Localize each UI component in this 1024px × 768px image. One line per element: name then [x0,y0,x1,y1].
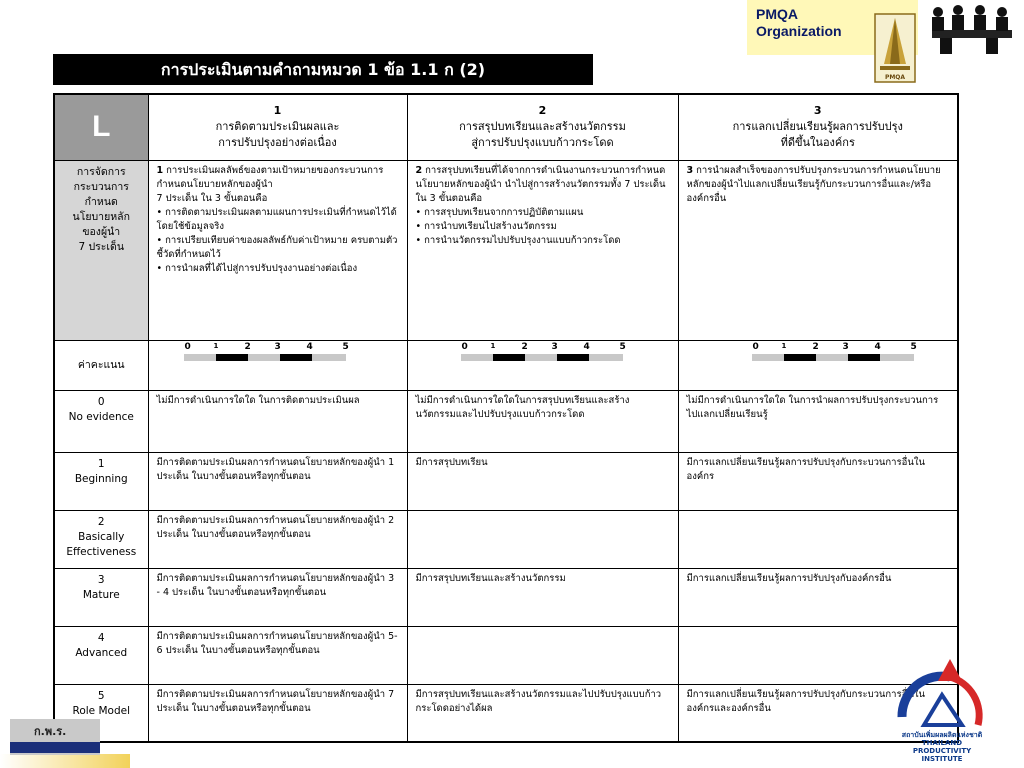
scale-tick: 1 [490,341,496,350]
scale-tick: 3 [274,341,281,352]
score-scale [747,342,917,364]
scale-segment-gray [752,354,784,361]
scale-segment-black [493,354,525,361]
level-cell: มีการติดตามประเมินผลการกำหนดนโยบายหลักของผู้นำ 2 ประเด็น ในบางขั้นตอนหรือทุกขั้นตอน [148,510,407,568]
footer-gradient-bar [0,754,130,768]
scale-segment-gray [880,354,914,361]
level-cell: มีการติดตามประเมินผลการกำหนดนโยบายหลักของผู้นำ 7 ประเด็น ในบางขั้นตอนหรือทุกขั้นตอน [148,684,407,742]
level-cell: มีการสรุปบทเรียนและสร้างนวัตกรรมและไปปรับปรุงแบบก้าวกระโดดอย่างได้ผล [407,684,678,742]
level-cell: มีการติดตามประเมินผลการกำหนดนโยบายหลักของผู้นำ 5-6 ประเด็น ในบางขั้นตอนหรือทุกขั้นตอน [148,626,407,684]
productivity-institute-text: สถาบันเพิ่มผลผลิตแห่งชาติ THAILAND PRODUCTIVITY INSTITUTE [901,731,983,763]
level-cell: ไม่มีการดำเนินการใดใด ในการนำผลการปรับปรุงกระบวนการไปแลกเปลี่ยนเรียนรู้ [678,390,958,452]
pmqa-emblem-icon [874,12,916,84]
level-label: 5 Role Model [54,684,148,742]
scale-segment-gray [589,354,623,361]
process-col3: 3 การนำผลสำเร็จของการปรับปรุงกระบวนการกำหนดนโยบายหลักของผู้นำไปแลกเปลี่ยนเรียนรู้กับกระบวนการอื่นและ/หรือองค์กรอื่น [678,160,958,340]
column-header-2: 2 การสรุปบทเรียนและสร้างนวัตกรรม สู่การปรับปรุงแบบก้าวกระโดด [407,94,678,160]
process-col1: 1 การประเมินผลลัพธ์ของตามเป้าหมายของกระบวนการกำหนดนโยบายหลักของผู้นำ 7 ประเด็น ใน 3 ขั้นตอนคือ • การติดตามประเมินผลตามแผนการประเมินที่กำหนดไว้ได้ โดยใช้ข้อมูลจริง • การเปรียบเทียบค่าของผลลัพธ์กับค่าเป้าหมาย ครบตามตัวชี้วัดที่กำหนดไว้ • การนำผลที่ได้ไปสู่การปรับปรุงงานอย่างต่อเนื่อง [148,160,407,340]
scale-tick: 2 [812,341,819,352]
scale-tick: 0 [184,341,191,352]
score-scale [179,342,349,364]
opdc-logo-strip [10,742,100,753]
scale-segment-gray [184,354,216,361]
bullet-item: • การสรุปบทเรียนจากการปฏิบัติตามแผน [415,206,584,218]
score-scale-col1 [148,340,407,390]
scale-tick: 1 [213,341,219,350]
level-row-5 [54,684,958,742]
scale-tick: 5 [342,341,349,352]
process-row [54,160,958,340]
scale-segment-gray [248,354,280,361]
corner-label: L [54,94,148,160]
pmqa-logo-text [756,6,842,40]
opdc-logo-text: ก.พ.ร. [34,725,67,738]
scale-segment-gray [525,354,557,361]
scale-tick: 2 [244,341,251,352]
level-label: 1 Beginning [54,452,148,510]
level-row-4 [54,626,958,684]
scale-tick: 3 [842,341,849,352]
level-row-3 [54,568,958,626]
score-scale-col3 [678,340,958,390]
scale-tick: 4 [306,341,313,352]
level-cell: มีการแลกเปลี่ยนเรียนรู้ผลการปรับปรุงกับองค์กรอื่น [678,568,958,626]
process-label: การจัดการ กระบวนการ กำหนด นโยบายหลัก ของผู้นำ 7 ประเด็น [54,160,148,340]
scale-tick: 5 [910,341,917,352]
bullet-item: • การติดตามประเมินผลตามแผนการประเมินที่กำหนดไว้ได้ โดยใช้ข้อมูลจริง [156,206,397,232]
scale-tick: 0 [461,341,468,352]
scale-segment-black [557,354,589,361]
level-cell: มีการติดตามประเมินผลการกำหนดนโยบายหลักของผู้นำ 3 - 4 ประเด็น ในบางขั้นตอนหรือทุกขั้นตอน [148,568,407,626]
scale-tick: 3 [551,341,558,352]
level-row-2 [54,510,958,568]
level-cell [407,510,678,568]
level-cell: มีการแลกเปลี่ยนเรียนรู้ผลการปรับปรุงกับกระบวนการอื่นในองค์กรและองค์กรอื่น [678,684,958,742]
scale-tick: 0 [752,341,759,352]
scale-segment-black [280,354,312,361]
score-row [54,340,958,390]
logo-line1: PMQA [756,6,798,22]
level-label: 0 No evidence [54,390,148,452]
process-col2: 2 การสรุปบทเรียนที่ได้จากการดำเนินงานกระบวนการกำหนดนโยบายหลักของผู้นำ นำไปสู่การสร้างนวัตกรรมทั้ง 7 ประเด็นใน 3 ขั้นตอนคือ • การสรุปบทเรียนจากการปฏิบัติตามแผน • การนำบทเรียนไปสร้างนวัตกรรม • การนำนวัตกรรมไปปรับปรุงงานแบบก้าวกระโดด [407,160,678,340]
scale-segment-gray [461,354,493,361]
level-label: 4 Advanced [54,626,148,684]
column-header-3: 3 การแลกเปลี่ยนเรียนรู้ผลการปรับปรุง ที่ดีขึ้นในองค์กร [678,94,958,160]
level-cell [407,626,678,684]
bullet-item: • การเปรียบเทียบค่าของผลลัพธ์กับค่าเป้าหมาย ครบตามตัวชี้วัดที่กำหนดไว้ [156,234,398,260]
level-cell: มีการแลกเปลี่ยนเรียนรู้ผลการปรับปรุงกับกระบวนการอื่นในองค์กร [678,452,958,510]
bullet-item: • การนำบทเรียนไปสร้างนวัตกรรม [415,220,557,232]
score-scale [456,342,626,364]
scale-tick: 2 [521,341,528,352]
assessment-table [53,93,959,743]
scale-tick: 4 [583,341,590,352]
scale-tick: 4 [874,341,881,352]
scale-segment-gray [816,354,848,361]
header-row [54,94,958,160]
score-scale-col2 [407,340,678,390]
scale-segment-black [216,354,248,361]
level-row-1 [54,452,958,510]
scale-segment-black [848,354,880,361]
page-title: การประเมินตามคำถามหมวด 1 ข้อ 1.1 ก (2) [53,54,593,85]
level-cell: ไม่มีการดำเนินการใดใด ในการติดตามประเมินผล [148,390,407,452]
level-cell: ไม่มีการดำเนินการใดใดในการสรุปบทเรียนและสร้างนวัตกรรมและไปปรับปรุงแบบก้าวกระโดด [407,390,678,452]
level-cell [678,510,958,568]
meeting-people-icon [918,0,1024,55]
level-label: 3 Mature [54,568,148,626]
logo-line2: Organization [756,23,842,39]
emblem-caption: PMQA [884,74,906,81]
level-cell: มีการติดตามประเมินผลการกำหนดนโยบายหลักของผู้นำ 1 ประเด็น ในบางขั้นตอนหรือทุกขั้นตอน [148,452,407,510]
level-cell: มีการสรุปบทเรียนและสร้างนวัตกรรม [407,568,678,626]
bullet-item: • การนำผลที่ได้ไปสู่การปรับปรุงงานอย่างต่อเนื่อง [156,262,358,274]
level-cell: มีการสรุปบทเรียน [407,452,678,510]
scale-segment-gray [312,354,346,361]
level-row-0 [54,390,958,452]
scale-segment-black [784,354,816,361]
scale-tick: 5 [619,341,626,352]
level-label: 2 Basically Effectiveness [54,510,148,568]
scale-tick: 1 [781,341,787,350]
bullet-item: • การนำนวัตกรรมไปปรับปรุงงานแบบก้าวกระโดด [415,234,621,246]
column-header-1: 1 การติดตามประเมินผลและ การปรับปรุงอย่างต่อเนื่อง [148,94,407,160]
score-label: ค่าคะแนน [54,340,148,390]
